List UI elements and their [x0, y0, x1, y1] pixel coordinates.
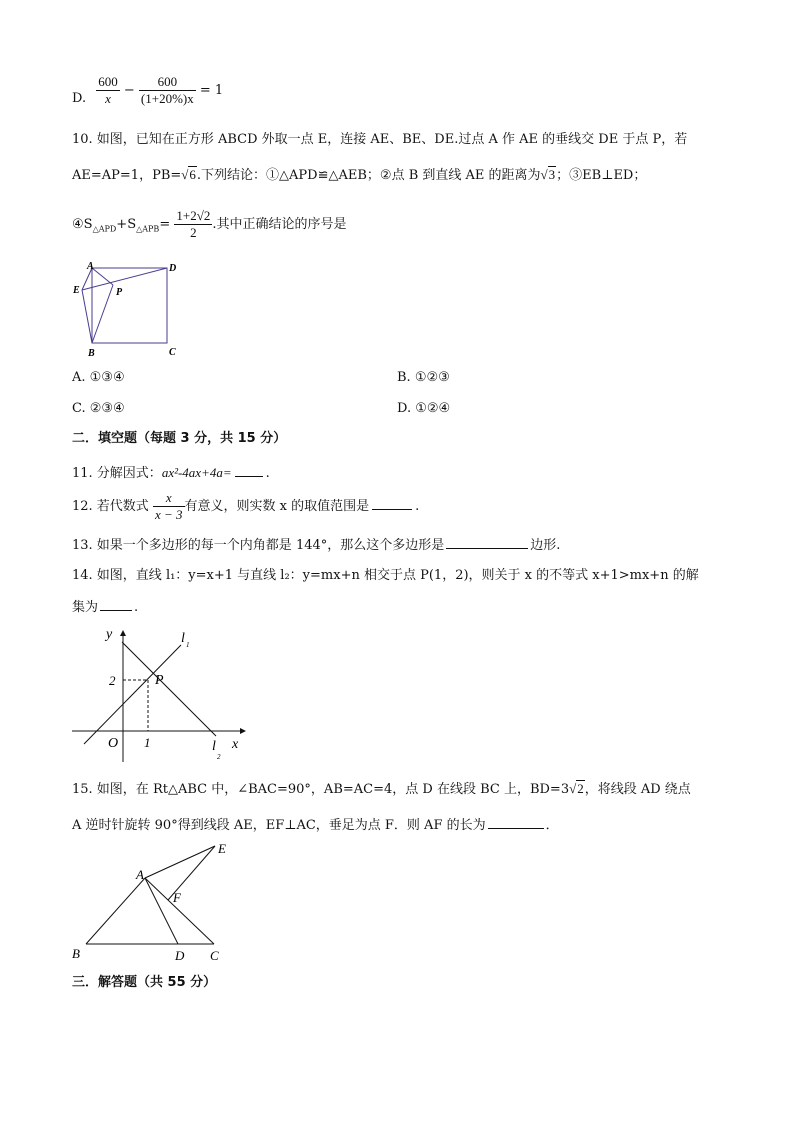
q12-text: 有意义，则实数 x 的取值范围是 [184, 499, 370, 514]
origin-label: O [108, 736, 119, 751]
point-label-b: B [88, 348, 95, 359]
q9-option-d [72, 74, 223, 110]
point-label-p: P [116, 287, 123, 298]
point-label-a: A [136, 867, 144, 882]
segment-ap [92, 268, 113, 285]
q15-triangle-figure [70, 840, 240, 964]
answer-blank[interactable] [372, 497, 412, 510]
equation-rhs: = 1 [199, 83, 224, 98]
period: ． [545, 818, 559, 833]
q10-option-b: B. ①②③ [397, 370, 450, 385]
q12 [72, 490, 419, 526]
fraction-denominator: 2 [190, 225, 197, 240]
q10-option-a: A. ①③④ [72, 370, 125, 385]
line-label-l1: l [181, 631, 185, 646]
square-abcd [92, 268, 167, 343]
q10-option-c: C. ②③④ [72, 401, 125, 416]
minus-sign: − [123, 83, 135, 98]
q14-text: 集为 [72, 600, 99, 615]
fraction-1 [96, 74, 120, 107]
q11-text: 11. 分解因式： [72, 466, 162, 481]
q14-line-graph [70, 622, 250, 764]
line-l2 [122, 642, 216, 736]
q10-text: .其中正确结论的序号是 [212, 217, 347, 232]
x-axis-label: x [232, 737, 239, 752]
q12-text: 12. 若代数式 [72, 499, 149, 514]
line-l1 [84, 645, 181, 744]
equals: = [159, 217, 171, 232]
q14-line-1: 14. 如图，直线 l₁：y=x+1 与直线 l₂：y=mx+n 相交于点 P(1，2)，则关于 x 的不等式 x+1>mx+n 的解 [72, 568, 699, 583]
point-label-a: A [87, 261, 94, 272]
q11 [72, 464, 270, 483]
fraction-numerator: 600 [98, 74, 118, 89]
y-axis-arrow [120, 630, 126, 636]
point-label-e: E [73, 285, 80, 296]
answer-blank[interactable] [488, 816, 544, 829]
answer-blank[interactable] [446, 536, 528, 549]
segment-pb [92, 285, 113, 343]
subscript: △APB [136, 224, 160, 234]
sqrt-3: √3 [540, 167, 556, 182]
line-label-l1-subscript: 1 [186, 641, 190, 649]
q15-text: ，将线段 AD 绕点 [584, 782, 691, 797]
segment-ac [145, 878, 214, 944]
q12-fraction [153, 490, 185, 523]
period: . [134, 600, 139, 615]
answer-blank[interactable] [235, 464, 263, 477]
period: . [265, 466, 270, 481]
q10-text: .下列结论：①△APD≌△AEB；②点 B 到直线 AE 的距离为 [196, 168, 541, 183]
segment-ed [82, 268, 167, 290]
sqrt-6: √6 [181, 167, 196, 182]
segment-ae [145, 846, 215, 878]
tick-label-2: 2 [109, 673, 116, 688]
q10-line-3 [72, 208, 346, 248]
q10-square-figure [70, 258, 185, 360]
q15-text: A 逆时针旋转 90°得到线段 AE，EF⊥AC，垂足为点 F．则 AF 的长为 [72, 818, 486, 833]
point-label-p: P [155, 673, 164, 688]
tick-label-1: 1 [144, 735, 151, 750]
point-label-b: B [72, 946, 80, 961]
q13-text: 13. 如果一个多边形的每一个内角都是 144°，那么这个多边形是 [72, 538, 445, 553]
option-label: D. [72, 91, 87, 106]
q10-line-2 [72, 166, 646, 185]
sqrt-2: √2 [569, 781, 584, 796]
point-label-d: D [169, 263, 177, 274]
fraction-denominator: (1+20%)x [140, 91, 194, 106]
segment-ab [86, 878, 145, 944]
section-2-heading: 二．填空题（每题 3 分，共 15 分） [72, 431, 287, 446]
line-label-l2-subscript: 2 [217, 753, 221, 761]
q13-text: 边形. [530, 538, 561, 553]
x-axis-arrow [240, 728, 246, 734]
subscript: △APD [92, 224, 117, 234]
segment-eb [82, 290, 92, 343]
q15-text: 15. 如图，在 Rt△ABC 中，∠BAC=90°，AB=AC=4，点 D 在线段 BC 上，BD=3 [72, 782, 570, 797]
point-label-c: C [169, 347, 176, 358]
section-3-heading: 三．解答题（共 55 分） [72, 975, 217, 990]
q14-line-2 [72, 598, 138, 617]
fraction-numerator: 600 [139, 74, 196, 91]
fraction-numerator: x [153, 490, 185, 507]
fraction-2 [139, 74, 196, 107]
point-label-d: D [175, 948, 185, 963]
period: . [415, 499, 420, 514]
q15-line-1 [72, 780, 691, 799]
q11-expression: ax²-4ax+4a= [161, 465, 232, 480]
fraction-denominator: x − 3 [154, 507, 183, 522]
point-label-e: E [218, 841, 226, 856]
point-label-f: F [173, 890, 181, 905]
q15-line-2 [72, 816, 559, 835]
q10-text: ；③EB⊥ED； [556, 168, 647, 183]
line-label-l2: l [212, 739, 216, 754]
point-label-c: C [210, 948, 219, 963]
fraction-denominator: x [105, 91, 111, 106]
q10-option-d: D. ①②④ [397, 401, 451, 416]
q10-text: AE=AP=1，PB= [72, 168, 182, 183]
y-axis-label: y [106, 627, 113, 642]
fraction-numerator: 1+2√2 [176, 208, 211, 223]
segment-ad [145, 878, 178, 944]
q10-line-1: 10. 如图，已知在正方形 ABCD 外取一点 E，连接 AE、BE、DE.过点 A 作 AE 的垂线交 DE 于点 P，若 [72, 132, 688, 147]
q10-text: +S [116, 217, 137, 232]
q13 [72, 536, 560, 555]
q10-text: ④S [72, 217, 93, 232]
area-fraction [174, 208, 212, 241]
answer-blank[interactable] [100, 598, 132, 611]
